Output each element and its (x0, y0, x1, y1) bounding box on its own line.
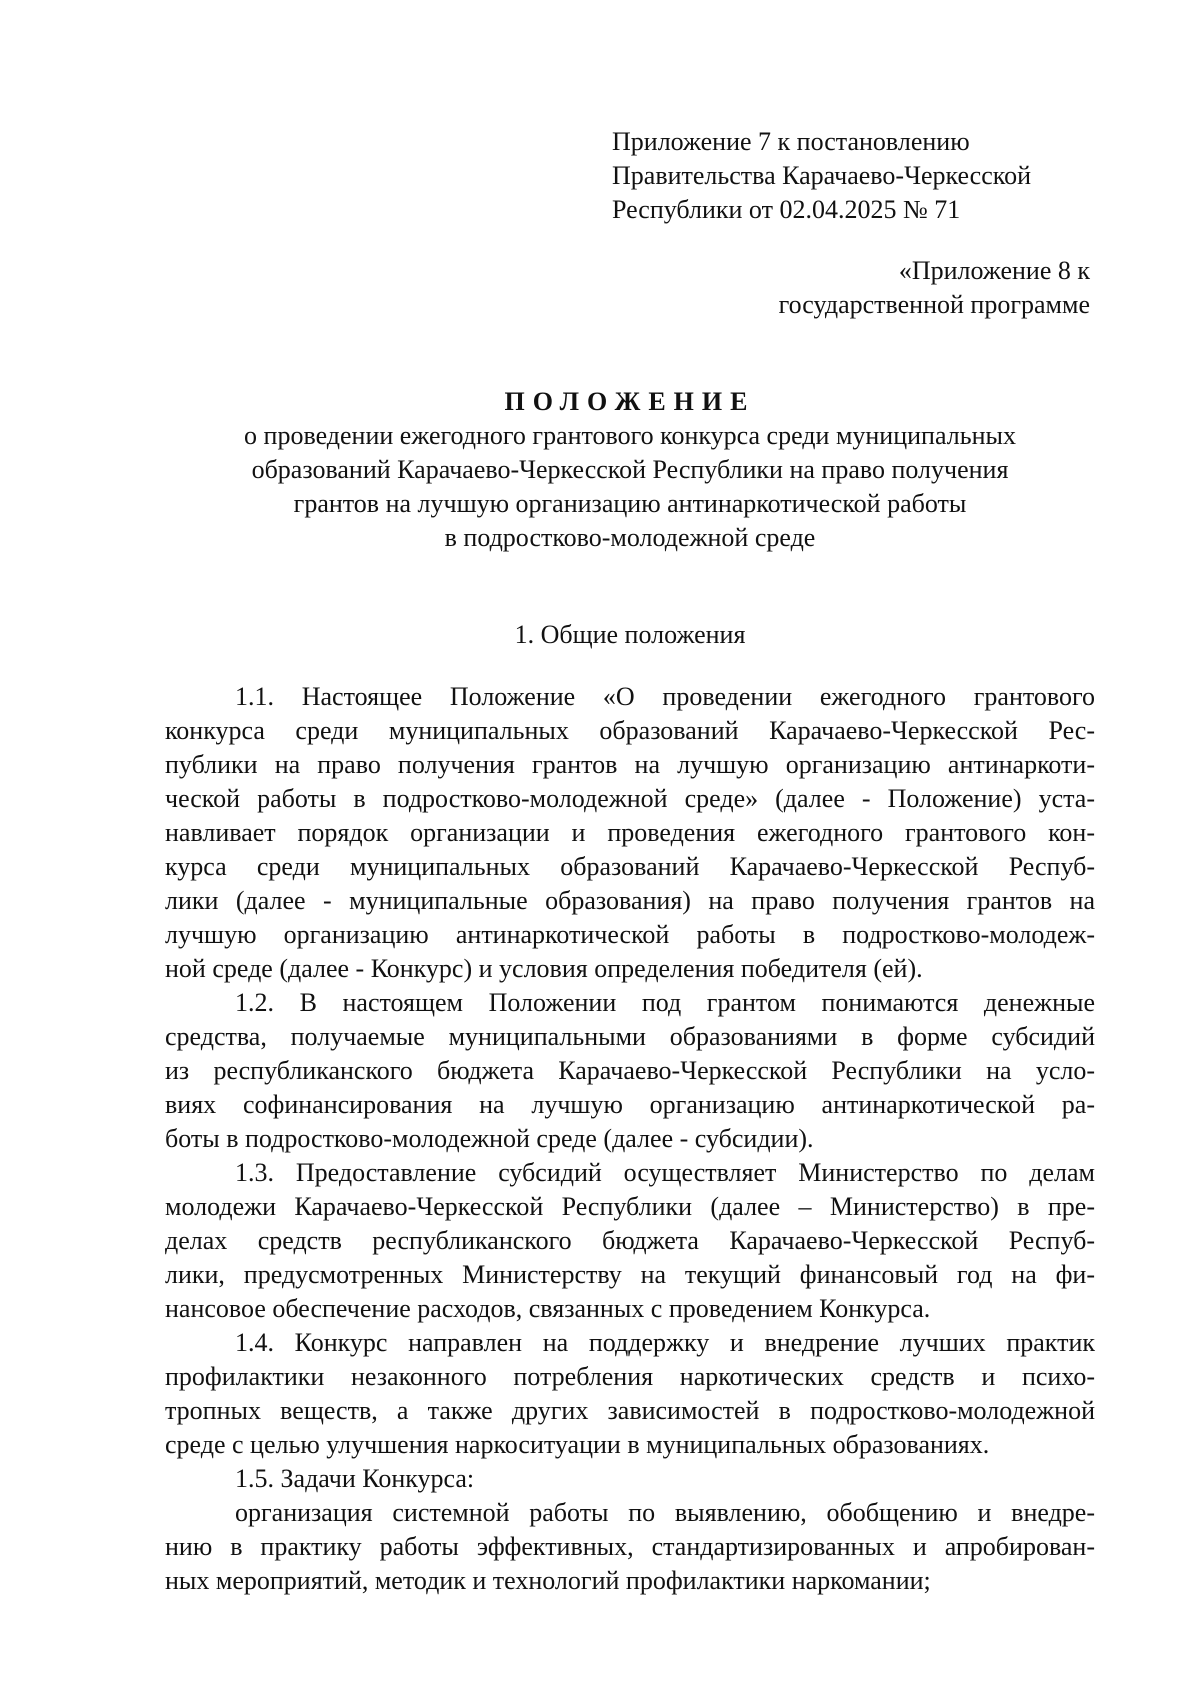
document-title: ПОЛОЖЕНИЕ (504, 387, 756, 416)
document-title-block (165, 385, 1095, 555)
document-subtitle (165, 419, 1095, 555)
program-appendix-line: государственной программе (778, 290, 1090, 319)
subtitle-line: в подростково-молодежной среде (444, 523, 816, 552)
section-heading: 1. Общие положения (514, 620, 746, 649)
body-line: лучшую организацию антинаркотической работы в подростково-молодеж- (165, 920, 1095, 949)
body-line: нию в практику работы эффективных, стандартизированных и апробирован- (165, 1532, 1095, 1561)
subtitle-line: о проведении ежегодного грантового конкурса среди муниципальных (244, 421, 1016, 450)
body-line: 1.1. Настоящее Положение «О проведении ежегодного грантового (235, 682, 1095, 711)
body-line: ческой работы в подростково-молодежной среде» (далее - Положение) уста- (165, 784, 1095, 813)
body-line: 1.4. Конкурс направлен на поддержку и внедрение лучших практик (235, 1328, 1095, 1357)
section-body (165, 680, 1095, 1598)
body-line: 1.2. В настоящем Положении под грантом понимаются денежные (235, 988, 1095, 1017)
body-line: 1.3. Предоставление субсидий осуществляет Министерство по делам (235, 1158, 1095, 1187)
body-line: из республиканского бюджета Карачаево-Черкесской Республики на усло- (165, 1056, 1095, 1085)
body-line: делах средств республиканского бюджета Карачаево-Черкесской Респуб- (165, 1226, 1095, 1255)
body-line: боты в подростково-молодежной среде (далее - субсидии). (165, 1124, 814, 1153)
subtitle-line: грантов на лучшую организацию антинаркотической работы (293, 489, 967, 518)
body-line: 1.5. Задачи Конкурса: (235, 1464, 475, 1493)
body-line: ных мероприятий, методик и технологий профилактики наркомании; (165, 1566, 931, 1595)
body-line: тропных веществ, а также других зависимостей в подростково-молодежной (165, 1396, 1095, 1425)
appendix-line: Республики от 02.04.2025 № 71 (612, 195, 961, 224)
program-appendix-line: «Приложение 8 к (898, 256, 1090, 285)
subtitle-line: образований Карачаево-Черкесской Республики на право получения (251, 455, 1009, 484)
body-line: организация системной работы по выявлению, обобщению и внедре- (235, 1498, 1095, 1527)
body-line: конкурса среди муниципальных образований Карачаево-Черкесской Рес- (165, 716, 1095, 745)
appendix-line: Правительства Карачаево-Черкесской (612, 161, 1031, 190)
body-line: нансовое обеспечение расходов, связанных с проведением Конкурса. (165, 1294, 931, 1323)
appendix-line: Приложение 7 к постановлению (612, 127, 970, 156)
body-line: профилактики незаконного потребления наркотических средств и психо- (165, 1362, 1095, 1391)
body-line: публики на право получения грантов на лучшую организацию антинаркоти- (165, 750, 1095, 779)
body-line: ной среде (далее - Конкурс) и условия определения победителя (ей). (165, 954, 923, 983)
appendix-reference (612, 125, 1031, 227)
body-line: виях софинансирования на лучшую организацию антинаркотической ра- (165, 1090, 1095, 1119)
body-line: лики, предусмотренных Министерству на текущий финансовый год на фи- (165, 1260, 1095, 1289)
program-appendix-reference (779, 254, 1090, 322)
body-line: среде с целью улучшения наркоситуации в муниципальных образованиях. (165, 1430, 990, 1459)
body-line: средства, получаемые муниципальными образованиями в форме субсидий (165, 1022, 1095, 1051)
body-line: навливает порядок организации и проведения ежегодного грантового кон- (165, 818, 1095, 847)
body-line: курса среди муниципальных образований Карачаево-Черкесской Респуб- (165, 852, 1095, 881)
body-line: молодежи Карачаево-Черкесской Республики (далее – Министерство) в пре- (165, 1192, 1095, 1221)
body-line: лики (далее - муниципальные образования) на право получения грантов на (165, 886, 1095, 915)
